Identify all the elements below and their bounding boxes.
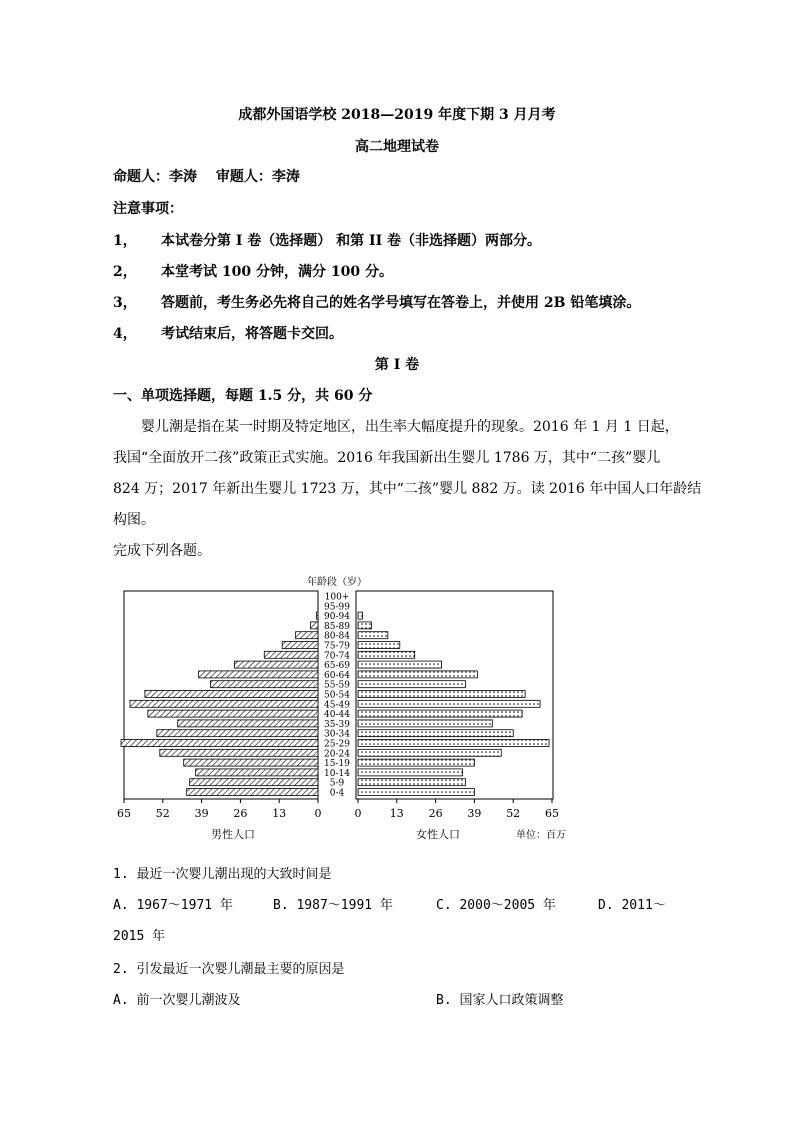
female-bar [358,671,477,678]
male-bar [157,730,318,737]
age-group-label: 25-29 [324,739,350,750]
age-group-label: 75-79 [324,641,350,652]
age-group-label: 80-84 [324,631,350,642]
age-group-label: 15-19 [324,759,350,770]
age-group-label: 35-39 [324,719,350,730]
male-bar [317,612,318,619]
x-tick-label: 13 [389,807,404,820]
female-bar [358,632,388,639]
exam-title: 成都外国语学校 2018—2019 年度下期 3 月月考 [238,107,556,123]
female-bar [358,700,540,707]
age-group-label: 60-64 [324,670,350,681]
male-bar [296,632,318,639]
notice-item [113,323,343,343]
exam-subtitle: 高二地理试卷 [355,139,439,155]
passage-line: 我国“全面放开二孩”政策正式实施。2016 年我国新出生婴儿 1786 万，其中“二孩”婴儿 [113,450,661,466]
notice-item [113,292,640,312]
x-tick-label: 26 [233,807,248,820]
age-group-label: 20-24 [324,749,350,760]
age-group-label: 30-34 [324,729,350,740]
male-bar [234,661,318,668]
male-bar [282,642,318,649]
female-bar [358,612,362,619]
notice-item-number: 2， [113,264,137,280]
age-group-label: 45-49 [324,700,350,711]
passage-line: 婴儿潮是指在某一时期及特定地区，出生率大幅度提升的现象。2016 年 1 月 1 日起， [141,419,679,435]
x-tick-label: 13 [272,807,287,820]
x-tick-label: 26 [428,807,443,820]
male-bar [184,759,318,766]
x-tick-label: 65 [545,807,559,820]
male-bar [148,710,318,717]
male-bar [196,769,318,776]
male-bar [264,651,318,658]
age-group-label: 85-89 [324,621,350,632]
age-group-label: 90-94 [324,612,350,623]
x-tick-label: 39 [194,807,209,820]
population-pyramid-chart [108,570,578,850]
age-group-label: 55-59 [324,680,350,691]
notice-heading: 注意事项： [113,201,183,217]
female-bar [358,661,442,668]
male-bar [187,789,318,796]
option-b: B. 国家人口政策调整 [436,993,564,1008]
female-bar [358,681,465,688]
notice-item-number: 4， [113,326,137,342]
notice-item [113,261,393,281]
x-tick-label: 52 [506,807,521,820]
male-bar [160,749,318,756]
notice-item-text: 答题前，考生务必先将自己的姓名学号填写在答卷上，并使用 2B 铅笔填涂。 [161,295,641,311]
chart-unit-label: 单位：百万 [516,830,566,841]
female-bar [358,740,549,747]
female-bar [358,622,371,629]
option-a: A. 前一次婴儿潮波及 [113,993,241,1008]
male-bar [178,720,318,727]
female-bar [358,769,462,776]
female-bar [358,651,415,658]
age-group-label: 0-4 [329,788,345,799]
age-group-label: 40-44 [324,710,350,721]
age-group-label: 100+ [324,592,350,603]
male-bar [199,671,318,678]
female-bar [358,730,513,737]
option-d: D. 2011～ [598,898,666,913]
notice-item-number: 1， [113,233,137,249]
passage-line: 824 万；2017 年新出生婴儿 1723 万，其中“二孩”婴儿 882 万。读 2016 年中国人口年龄结 [113,481,702,497]
age-group-label: 65-69 [324,661,350,672]
section-title: 第 I 卷 [374,357,420,373]
notice-item-text: 考试结束后，将答题卡交回。 [161,326,343,342]
authors-line: 命题人：李涛 审题人：李涛 [113,169,300,185]
male-bar [311,622,318,629]
option-c: C. 2000～2005 年 [436,898,556,913]
section-heading: 一、单项选择题，每题 1.5 分，共 60 分 [113,388,373,404]
age-group-label: 70-74 [324,651,350,662]
notice-item [113,230,541,250]
male-bar [190,779,318,786]
option-d-wrap: 2015 年 [113,929,166,944]
age-group-label: 95-99 [324,602,350,613]
x-tick-label: 39 [467,807,482,820]
female-bar [358,789,474,796]
notice-item-number: 3， [113,295,137,311]
x-tick-label: 65 [117,807,131,820]
option-a: A. 1967～1971 年 [113,898,233,913]
passage-instruction: 完成下列各题。 [113,543,211,559]
age-group-label: 5-9 [329,778,345,789]
x-tick-label: 52 [155,807,170,820]
question-stem: 1. 最近一次婴儿潮出现的大致时间是 [113,867,332,882]
question-stem: 2. 引发最近一次婴儿潮最主要的原因是 [113,962,345,977]
x-tick-label: 0 [314,807,322,820]
female-bar [358,779,465,786]
notice-item-text: 本试卷分第 I 卷（选择题） 和第 II 卷（非选择题）两部分。 [161,233,542,249]
male-bar [211,681,318,688]
female-bar [358,710,522,717]
x-tick-label: 0 [354,807,362,820]
age-group-label: 50-54 [324,690,350,701]
notice-item-text: 本堂考试 100 分钟，满分 100 分。 [161,264,393,280]
x-axis-label-female: 女性人口 [416,828,460,841]
female-bar [358,749,501,756]
x-axis-label-male: 男性人口 [211,828,255,841]
female-bar [358,642,400,649]
passage-line: 构图。 [113,512,155,528]
female-bar [358,720,492,727]
male-bar [145,691,318,698]
female-bar [358,759,474,766]
chart-title: 年龄段（岁） [307,577,367,588]
age-group-label: 10-14 [324,768,350,779]
male-bar [130,700,318,707]
female-bar [358,691,525,698]
male-bar [121,740,318,747]
option-b: B. 1987～1991 年 [273,898,393,913]
